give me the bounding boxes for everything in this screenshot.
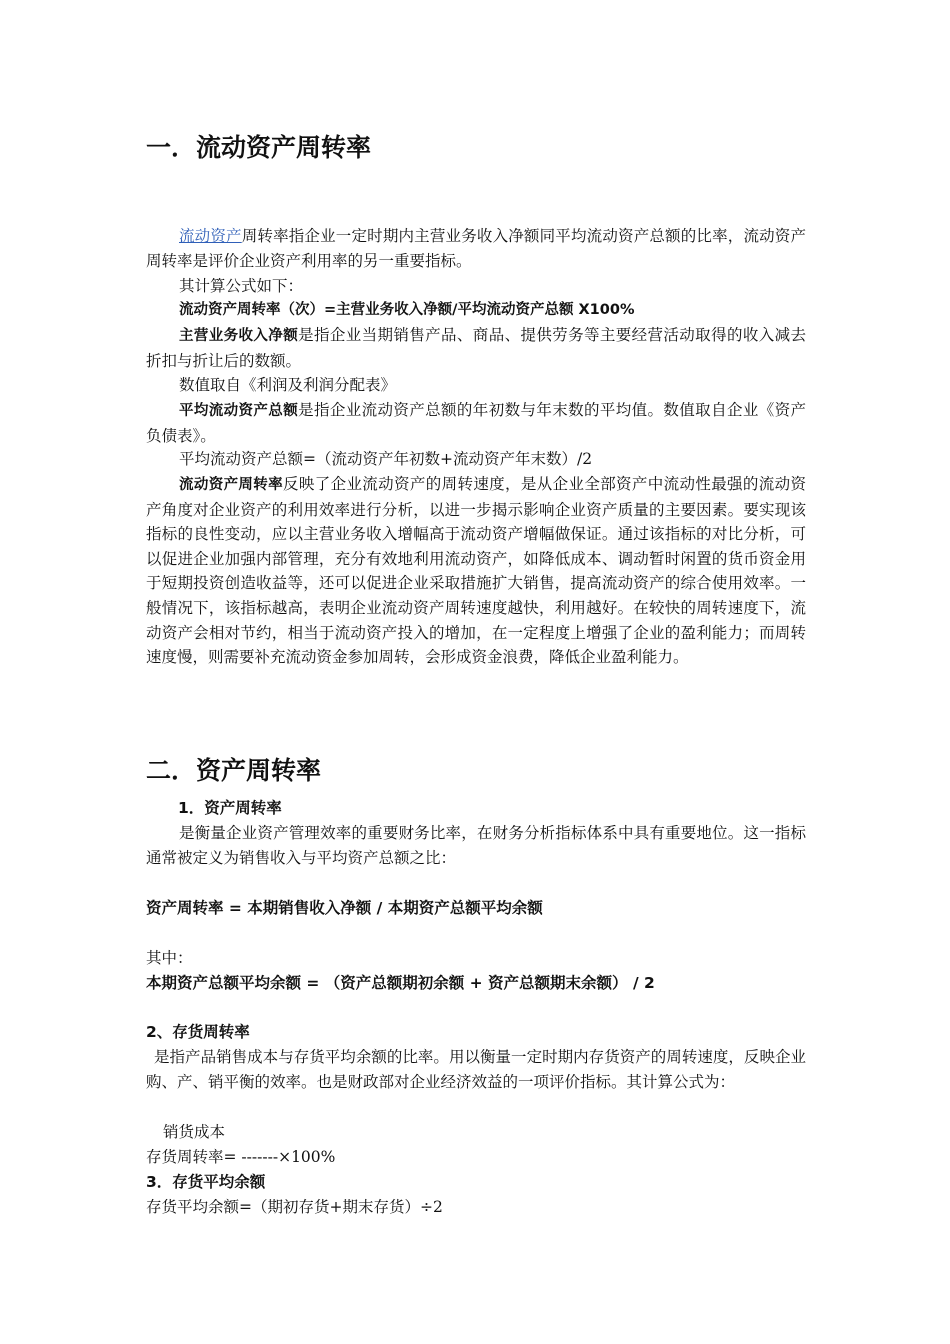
formula-lead: 其计算公式如下： [179,277,304,295]
avg-assets-formula: 平均流动资产总额=（流动资产年初数+流动资产年末数）/2 [179,450,593,468]
section1-intro-text: 周转率指企业一定时期内主营业务收入净额同平均流动资产总额的比率，流动资产周转率是评价企业资产利用率的另一重要指标。 [146,227,806,270]
main-income-definition [146,323,806,373]
main-income-term: 主营业务收入净额 [179,328,299,344]
asset-turnover-desc: 是衡量企业资产管理效率的重要财务比率，在财务分析指标体系中具有重要地位。这一指标通常被定义为销售收入与平均资产总额之比： [146,824,806,867]
current-asset-turnover-formula: 流动资产周转率（次）=主营业务收入净额/平均流动资产总额 X100% [179,302,635,318]
avg-assets-desc: 是指企业流动资产总额的年初数与年末数的平均值。数值取自企业《资产负债表》。 [146,401,806,445]
section1-heading: 一．流动资产周转率 [146,133,372,162]
main-income-source: 数值取自《利润及利润分配表》 [179,376,397,394]
analysis-paragraph [146,472,806,670]
analysis-term: 流动资产周转率 [179,477,284,493]
asset-turnover-formula: 资产周转率 = 本期销售收入净额 / 本期资产总额平均余额 [146,899,543,917]
main-income-desc: 是指企业当期销售产品、商品、提供劳务等主要经营活动取得的收入减去折扣与折让后的数额。 [146,326,806,370]
section1-intro [146,224,806,273]
inventory-turnover-subtitle: 2、存货周转率 [146,1023,250,1041]
avg-inventory-subtitle: 3．存货平均余额 [146,1173,266,1191]
analysis-desc: 反映了企业流动资产的周转速度，是从企业全部资产中流动性最强的流动资产角度对企业资产的利用效率进行分析，以进一步揭示影响企业资产质量的主要因素。要实现该指标的良性变动，应以主营业务收入增幅高于流动资产增幅做保证。通过该指标的对比分析，可以促进企业加强内部管理，充分有效地利用流动资产，如降低成本、调动暂时闲置的货币资金用于短期投资创造收益等，还可以促进企业采取措施扩大销售，提高流动资产的综合使用效率。一般情况下，该指标越高，表明企业流动资产周转速度越快，利用越好。在较快的周转速度下，流动资产会相对节约，相当于流动资产投入的增加，在一定程度上增强了企业的盈利能力；而周转速度慢，则需要补充流动资金参加周转，会形成资金浪费，降低企业盈利能力。 [146,475,806,667]
asset-turnover-subtitle: 1．资产周转率 [178,799,282,817]
current-assets-link[interactable]: 流动资产 [179,227,242,245]
section2-heading: 二．资产周转率 [146,756,322,785]
inventory-formula-numerator: 销货成本 [163,1123,226,1141]
avg-assets-term: 平均流动资产总额 [179,403,299,419]
avg-inventory-formula: 存货平均余额=（期初存货+期末存货）÷2 [146,1198,443,1216]
avg-assets-definition [146,398,806,448]
inventory-turnover-desc: 是指产品销售成本与存货平均余额的比率。用以衡量一定时期内存货资产的周转速度，反映企业购、产、销平衡的效率。也是财政部对企业经济效益的一项评价指标。其计算公式为： [146,1048,806,1091]
where-label: 其中： [146,949,193,967]
inventory-turnover-formula: 存货周转率= -------×100% [146,1148,336,1166]
avg-total-assets-formula: 本期资产总额平均余额 = （资产总额期初余额 + 资产总额期末余额） / 2 [146,974,655,992]
